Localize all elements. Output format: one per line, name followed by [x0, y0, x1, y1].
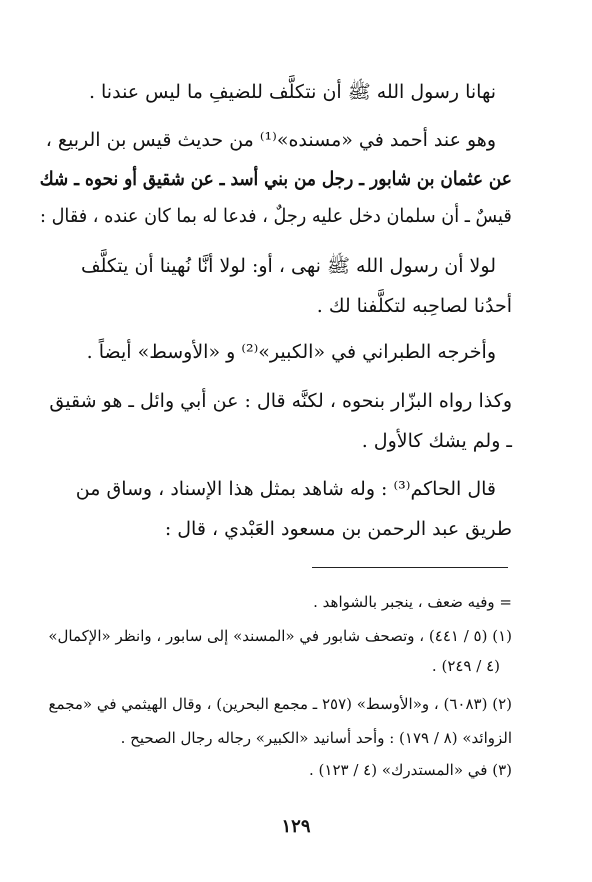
body-line: وأخرجه الطبراني في «الكبير»⁽²⁾ و «الأوسط» أيضاً .: [86, 341, 496, 363]
footnote-line: = وفيه ضعف ، ينجبر بالشواهد .: [313, 593, 512, 611]
body-line: وهو عند أحمد في «مسنده»⁽¹⁾ من حديث قيس بن الربيع ،: [45, 129, 496, 151]
footnote-separator: [312, 567, 508, 568]
body-line: قال الحاكم⁽³⁾ : وله شاهد بمثل هذا الإسناد ، وساق من: [75, 478, 496, 500]
body-line: أحدُنا لصاحِبه لتكلَّفنا لك .: [316, 295, 512, 317]
footnote-line: (٢) (٦٠٨٣) ، و«الأوسط» (٢٥٧ ـ مجمع البحرين) ، وقال الهيثمي في «مجمع: [48, 695, 512, 713]
body-line: عن عثمان بن شابور ـ رجل من بني أسد ـ عن شقيق أو نحوه ـ شك: [39, 168, 512, 190]
page-number: ١٢٩: [281, 816, 311, 837]
body-line: لولا أن رسول الله ﷺ نهى ، أو: لولا أنَّا نُهينا أن يتكلَّف: [80, 255, 496, 277]
body-line: ـ ولم يشك كالأول .: [361, 430, 512, 452]
body-line: قيسٌ ـ أن سلمان دخل عليه رجلٌ ، فدعا له بما كان عنده ، فقال :: [40, 205, 512, 227]
footnote-line: (٤ / ٢٤٩) .: [431, 657, 500, 675]
body-line: وكذا رواه البزّار بنحوه ، لكنَّه قال : عن أبي وائل ـ هو شقيق: [49, 390, 512, 412]
body-line: نهانا رسول الله ﷺ أن نتكلَّف للضيفِ ما ليس عندنا .: [88, 81, 496, 103]
footnote-line: (١) (٥ / ٤٤١) ، وتصحف شابور في «المسند» إلى سابور ، وانظر «الإكمال»: [48, 627, 512, 645]
footnote-line: (٣) في «المستدرك» (٤ / ١٢٣) .: [309, 761, 512, 779]
footnote-line: الزوائد» (٨ / ١٧٩) : وأحد أسانيد «الكبير» رجاله رجال الصحيح .: [120, 729, 512, 747]
body-line: طريق عبد الرحمن بن مسعود العَبْدي ، قال :: [164, 518, 512, 540]
